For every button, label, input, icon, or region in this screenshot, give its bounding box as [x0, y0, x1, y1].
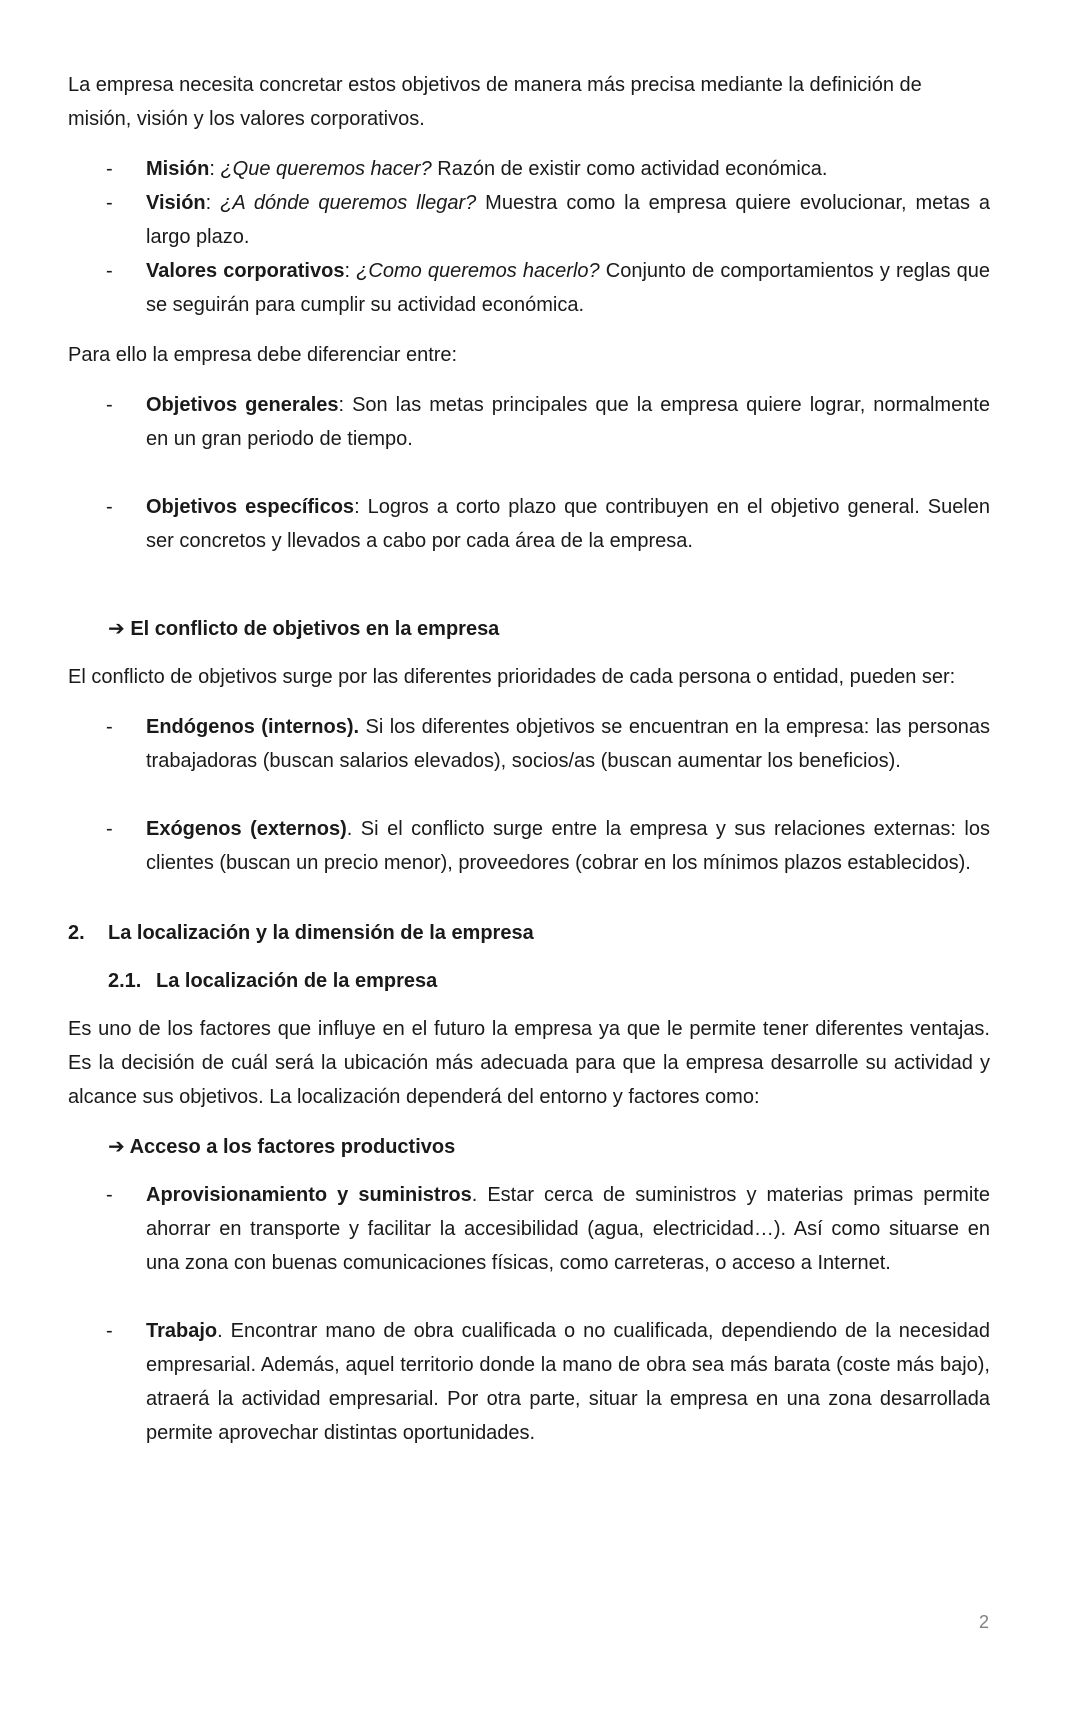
- term: Misión: [146, 158, 210, 180]
- bullet-dash: -: [106, 716, 113, 738]
- definition: . Encontrar mano de obra cualificada o no cualificada, dependiendo de la necesidad empresarial. Además, aquel territorio donde la mano de obra sea más barata (coste más bajo), atraerá la actividad empresarial. Por otra parte, situar la empresa en una zona desarrollada permite aprovechar distintas oportunidades.: [146, 1320, 990, 1444]
- subsection-number: 2.1.: [108, 970, 142, 992]
- definition: Muestra como la empresa quiere evolucionar, metas a largo plazo.: [146, 192, 990, 248]
- definition: : Logros a corto plazo que contribuyen en el objetivo general. Suelen ser concretos y llevados a cabo por cada área de la empresa.: [146, 496, 990, 552]
- section-title: La localización y la dimensión de la empresa: [108, 922, 534, 944]
- list-item-valores: - Valores corporativos: ¿Como queremos hacerlo? Conjunto de comportamientos y reglas que se seguirán para cumplir su actividad económica.: [68, 254, 990, 322]
- list-item-mision: - Misión: ¿Que queremos hacer? Razón de existir como actividad económica.: [68, 152, 990, 186]
- factores-list: [68, 1178, 990, 1450]
- bullet-dash: -: [106, 1184, 113, 1206]
- term: Visión: [146, 192, 206, 214]
- section-number: 2.: [68, 922, 85, 944]
- bullet-dash: -: [106, 1320, 113, 1342]
- bullet-dash: -: [106, 496, 113, 518]
- diferenciar-paragraph: Para ello la empresa debe diferenciar entre:: [68, 344, 458, 366]
- definition: : Son las metas principales que la empresa quiere lograr, normalmente en un gran periodo de tiempo.: [146, 394, 990, 450]
- definition: Conjunto de comportamientos y reglas que se seguirán para cumplir su actividad económica.: [146, 260, 991, 316]
- subsection-heading: [108, 964, 990, 998]
- subsection-title: La localización de la empresa: [156, 970, 438, 992]
- page-number: 2: [978, 1612, 989, 1632]
- list-item-aprovisionamiento: [68, 1178, 990, 1280]
- definition: Si los diferentes objetivos se encuentran en la empresa: las personas trabajadoras (buscan salarios elevados), socios/as (buscan aumentar los beneficios).: [146, 716, 990, 772]
- list-item-endogenos: [68, 710, 990, 778]
- term: Aprovisionamiento y suministros: [146, 1184, 472, 1206]
- list-item-vision: - Visión: ¿A dónde queremos llegar? Muestra como la empresa quiere evolucionar, metas a largo plazo.: [68, 186, 990, 254]
- bullet-dash: -: [106, 192, 113, 214]
- mvv-list: [68, 152, 990, 322]
- bullet-dash: -: [106, 394, 113, 416]
- intro-paragraph: La empresa necesita concretar estos objetivos de manera más precisa mediante la definición de misión, visión y los valores corporativos.: [68, 74, 922, 130]
- section-heading: [68, 916, 990, 950]
- term: Exógenos (externos): [146, 818, 347, 840]
- term: Trabajo: [146, 1320, 218, 1342]
- question: ¿Como queremos hacerlo?: [356, 260, 600, 282]
- localizacion-intro-paragraph: Es uno de los factores que influye en el futuro la empresa ya que le permite tener diferentes ventajas. Es la decisión de cuál será la ubicación más adecuada para que la empresa desarrolle su actividad y alcance sus objetivos. La localización dependerá del entorno y factores como:: [68, 1018, 990, 1108]
- term: Endógenos (internos).: [146, 716, 360, 738]
- term: Valores corporativos: [146, 260, 345, 282]
- objetivos-list: [68, 388, 990, 558]
- list-item-objetivos-especificos: [68, 490, 990, 558]
- bullet-dash: -: [106, 158, 113, 180]
- definition: . Estar cerca de suministros y materias primas permite ahorrar en transporte y facilitar la accesibilidad (agua, electricidad…). Así como situarse en una zona con buenas comunicaciones físicas, como carreteras, o acceso a Internet.: [146, 1184, 990, 1274]
- definition: . Si el conflicto surge entre la empresa y sus relaciones externas: los clientes (buscan un precio menor), proveedores (cobrar en los mínimos plazos establecidos).: [146, 818, 990, 874]
- bullet-dash: -: [106, 260, 113, 282]
- conflictos-list: [68, 710, 990, 880]
- page-content: [68, 68, 990, 1466]
- acceso-heading: ➔ Acceso a los factores productivos: [108, 1136, 456, 1158]
- term: Objetivos generales: [146, 394, 339, 416]
- list-item-objetivos-generales: [68, 388, 990, 456]
- question: ¿A dónde queremos llegar?: [220, 192, 477, 214]
- bullet-dash: -: [106, 818, 113, 840]
- term: Objetivos específicos: [146, 496, 355, 518]
- conflicto-heading: ➔ El conflicto de objetivos en la empresa: [108, 618, 500, 640]
- list-item-exogenos: [68, 812, 990, 880]
- definition: Razón de existir como actividad económica.: [431, 158, 828, 180]
- question: ¿Que queremos hacer?: [220, 158, 432, 180]
- list-item-trabajo: [68, 1314, 990, 1450]
- conflicto-intro-paragraph: El conflicto de objetivos surge por las diferentes prioridades de cada persona o entidad, pueden ser:: [68, 666, 956, 688]
